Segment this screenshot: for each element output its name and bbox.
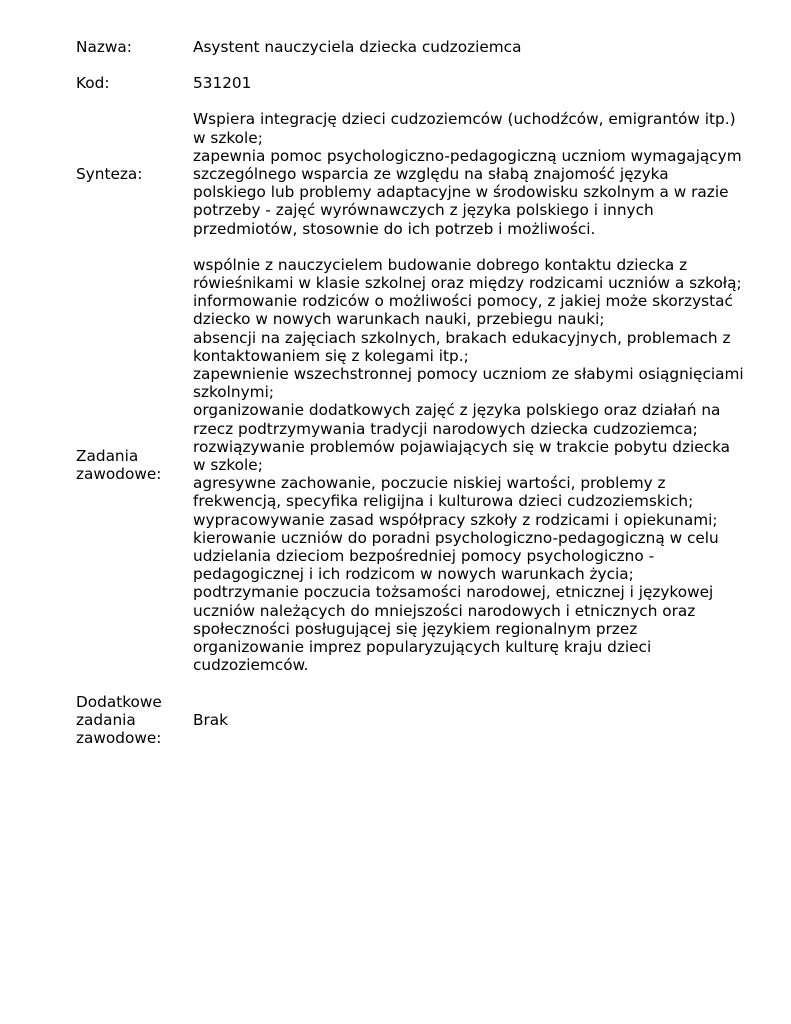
tasks-line: organizowanie imprez popularyzujących kulturę kraju dzieci [193, 638, 652, 657]
tasks-line: informowanie rodziców o możliwości pomocy, z jakiej może skorzystać [193, 292, 733, 311]
name-value: Asystent nauczyciela dziecka cudzoziemca [193, 38, 522, 56]
tasks-line: frekwencją, specyfika religijna i kulturowa dzieci cudzoziemskich; [193, 492, 694, 511]
row-extra-tasks [76, 693, 766, 748]
tasks-line: podtrzymanie poczucia tożsamości narodowej, etnicznej i językowej [193, 583, 714, 602]
extra-tasks-label [76, 693, 193, 748]
extra-tasks-label-line: Dodatkowe [76, 692, 162, 711]
synthesis-line: potrzeby - zajęć wyrównawczych z języka polskiego i innych [193, 201, 654, 220]
extra-tasks-value: Brak [193, 710, 229, 729]
tasks-label-line: Zadania [76, 446, 139, 465]
tasks-line: w szkole; [193, 456, 263, 475]
synthesis-value [193, 110, 766, 237]
synthesis-line: przedmiotów, stosownie do ich potrzeb i możliwości. [193, 219, 596, 238]
tasks-label-line: zawodowe: [76, 465, 162, 484]
extra-tasks-label-line: zadania [76, 710, 136, 729]
row-code [76, 74, 766, 92]
tasks-line: kierowanie uczniów do poradni psychologiczno-pedagogiczną w celu [193, 528, 719, 547]
tasks-line: szkolnymi; [193, 383, 274, 402]
row-synthesis [76, 110, 766, 237]
tasks-line: absencji na zajęciach szkolnych, brakach edukacyjnych, problemach z [193, 328, 731, 347]
tasks-line: agresywne zachowanie, poczucie niskiej wartości, problemy z [193, 474, 666, 493]
synthesis-line: Wspiera integrację dzieci cudzoziemców (uchodźców, emigrantów itp.) [193, 110, 736, 129]
tasks-line: organizowanie dodatkowych zajęć z języka polskiego oraz działań na [193, 401, 721, 420]
synthesis-label: Synteza: [76, 165, 143, 184]
tasks-line: cudzoziemców. [193, 656, 309, 675]
record-table [76, 38, 766, 747]
tasks-line: udzielania dzieciom bezpośredniej pomocy psychologiczno - [193, 547, 655, 566]
tasks-line: rówieśnikami w klasie szkolnej oraz między rodzicami uczniów a szkołą; [193, 274, 742, 293]
row-tasks [76, 256, 766, 675]
occupation-record [76, 38, 766, 747]
tasks-value [193, 256, 766, 675]
tasks-line: społeczności posługującej się językiem regionalnym przez [193, 619, 638, 638]
tasks-line: kontaktowaniem się z kolegami itp.; [193, 346, 469, 365]
extra-tasks-label-line: zawodowe: [76, 728, 162, 747]
tasks-line: rzecz podtrzymywania tradycji narodowych dziecka cudzoziemca; [193, 419, 698, 438]
synthesis-line: polskiego lub problemy adaptacyjne w środowisku szkolnym a w razie [193, 183, 729, 202]
tasks-label [76, 256, 193, 675]
name-label: Nazwa: [76, 38, 132, 56]
synthesis-line: zapewnia pomoc psychologiczno-pedagogiczną uczniom wymagającym [193, 146, 742, 165]
tasks-line: rozwiązywanie problemów pojawiających się w trakcie pobytu dziecka [193, 437, 731, 456]
row-name [76, 38, 766, 56]
synthesis-line: szczególnego wsparcia ze względu na słabą znajomość języka [193, 165, 669, 184]
tasks-line: uczniów należących do mniejszości narodowych i etnicznych oraz [193, 601, 696, 620]
tasks-line: wypracowywanie zasad współpracy szkoły z rodzicami i opiekunami; [193, 510, 718, 529]
code-value: 531201 [193, 74, 252, 93]
synthesis-line: w szkole; [193, 128, 263, 147]
tasks-line: wspólnie z nauczycielem budowanie dobrego kontaktu dziecka z [193, 255, 688, 274]
tasks-line: zapewnienie wszechstronnej pomocy uczniom ze słabymi osiągnięciami [193, 365, 744, 384]
code-label: Kod: [76, 74, 110, 93]
tasks-line: dziecko w nowych warunkach nauki, przebiegu nauki; [193, 310, 605, 329]
tasks-line: pedagogicznej i ich rodzicom w nowych warunkach życia; [193, 565, 634, 584]
